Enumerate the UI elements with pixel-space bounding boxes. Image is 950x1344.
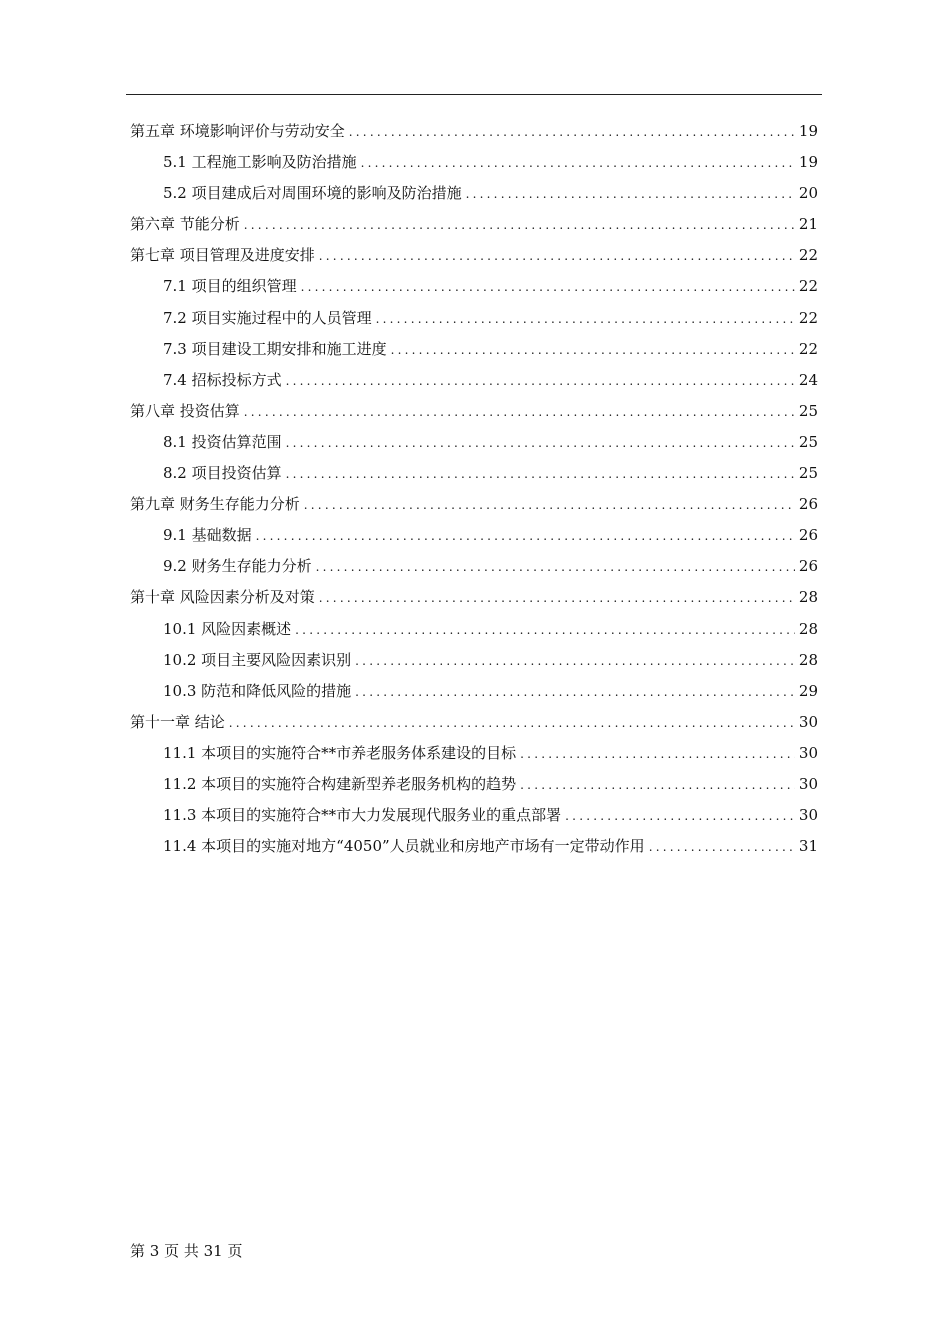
toc-entry-title: 8.2 项目投资估算	[163, 464, 282, 483]
toc-entry-chapter-7[interactable]	[130, 240, 818, 271]
dot-leader	[361, 148, 795, 179]
toc-entry-7-4[interactable]	[130, 365, 818, 396]
toc-entry-page: 30	[798, 806, 818, 825]
toc-entry-title: 第六章 节能分析	[130, 215, 240, 234]
toc-entry-chapter-8[interactable]	[130, 396, 818, 427]
toc-entry-title: 第八章 投资估算	[130, 401, 240, 420]
toc-entry-page: 31	[798, 837, 818, 856]
dot-leader	[319, 583, 795, 614]
toc-entry-page: 30	[798, 743, 818, 762]
toc-entry-page: 21	[798, 215, 818, 234]
toc-entry-page: 22	[798, 339, 818, 358]
toc-entry-7-1[interactable]	[130, 271, 818, 302]
toc-entry-title: 9.2 财务生存能力分析	[163, 557, 312, 576]
dot-leader	[244, 210, 795, 241]
dot-leader	[520, 770, 795, 801]
toc-entry-title: 第十章 风险因素分析及对策	[130, 588, 315, 607]
toc-entry-page: 26	[798, 557, 818, 576]
toc-entry-page: 28	[798, 588, 818, 607]
toc-entry-title: 5.1 工程施工影响及防治措施	[163, 153, 357, 172]
dot-leader	[286, 459, 795, 490]
toc-entry-chapter-5[interactable]	[130, 116, 818, 147]
toc-entry-page: 22	[798, 308, 818, 327]
toc-entry-page: 25	[798, 432, 818, 451]
toc-entry-page: 28	[798, 619, 818, 638]
toc-entry-page: 29	[798, 681, 818, 700]
toc-entry-title: 11.1 本项目的实施符合**市养老服务体系建设的目标	[163, 743, 517, 762]
toc-entry-9-2[interactable]	[130, 551, 818, 582]
toc-entry-7-2[interactable]	[130, 303, 818, 334]
dot-leader	[466, 179, 795, 210]
dot-leader	[286, 428, 795, 459]
toc-entry-11-1[interactable]	[130, 738, 818, 769]
toc-entry-page: 22	[798, 277, 818, 296]
toc-entry-page: 25	[798, 464, 818, 483]
dot-leader	[286, 366, 795, 397]
toc-entry-page: 22	[798, 246, 818, 265]
toc-entry-11-3[interactable]	[130, 800, 818, 831]
toc-entry-chapter-11[interactable]	[130, 707, 818, 738]
toc-entry-page: 19	[798, 153, 818, 172]
toc-entry-page: 30	[798, 712, 818, 731]
toc-entry-page: 26	[798, 526, 818, 545]
toc-entry-title: 5.2 项目建成后对周围环境的影响及防治措施	[163, 184, 462, 203]
dot-leader	[649, 832, 795, 863]
toc-entry-title: 9.1 基础数据	[163, 526, 252, 545]
header-rule	[126, 94, 822, 95]
dot-leader	[349, 117, 795, 148]
toc-entry-title: 7.4 招标投标方式	[163, 370, 282, 389]
toc-entry-5-2[interactable]	[130, 178, 818, 209]
toc-entry-title: 第十一章 结论	[130, 712, 225, 731]
dot-leader	[244, 397, 795, 428]
toc-entry-10-3[interactable]	[130, 676, 818, 707]
dot-leader	[316, 552, 795, 583]
toc-entry-title: 7.1 项目的组织管理	[163, 277, 297, 296]
toc-entry-page: 28	[798, 650, 818, 669]
dot-leader	[355, 646, 795, 677]
toc-entry-page: 24	[798, 370, 818, 389]
dot-leader	[520, 739, 795, 770]
toc-entry-10-1[interactable]	[130, 614, 818, 645]
toc-entry-title: 7.2 项目实施过程中的人员管理	[163, 308, 372, 327]
toc-entry-page: 25	[798, 401, 818, 420]
toc-entry-9-1[interactable]	[130, 520, 818, 551]
toc-entry-11-4[interactable]	[130, 831, 818, 862]
toc-entry-chapter-9[interactable]	[130, 489, 818, 520]
dot-leader	[304, 490, 795, 521]
toc-entry-title: 10.3 防范和降低风险的措施	[163, 681, 352, 700]
dot-leader	[256, 521, 795, 552]
toc-entry-title: 第七章 项目管理及进度安排	[130, 246, 315, 265]
toc-entry-title: 11.3 本项目的实施符合**市大力发展现代服务业的重点部署	[163, 806, 562, 825]
toc-entry-title: 11.4 本项目的实施对地方“4050”人员就业和房地产市场有一定带动作用	[163, 837, 645, 856]
page-footer	[130, 1240, 242, 1261]
dot-leader	[319, 241, 795, 272]
toc-entry-page: 19	[798, 122, 818, 140]
dot-leader	[355, 677, 795, 708]
dot-leader	[565, 801, 795, 832]
dot-leader	[295, 615, 795, 646]
toc-entry-10-2[interactable]	[130, 645, 818, 676]
table-of-contents	[130, 116, 818, 862]
dot-leader	[301, 272, 795, 303]
dot-leader	[229, 708, 795, 739]
toc-entry-title: 8.1 投资估算范围	[163, 432, 282, 451]
toc-entry-page: 26	[798, 495, 818, 514]
toc-entry-title: 第五章 环境影响评价与劳动安全	[130, 122, 345, 140]
toc-entry-title: 10.2 项目主要风险因素识别	[163, 650, 352, 669]
toc-entry-5-1[interactable]	[130, 147, 818, 178]
dot-leader	[391, 335, 795, 366]
toc-entry-chapter-10[interactable]	[130, 582, 818, 613]
toc-entry-8-2[interactable]	[130, 458, 818, 489]
toc-entry-chapter-6[interactable]	[130, 209, 818, 240]
page-number-label: 第 3 页 共 31 页	[130, 1242, 243, 1260]
toc-entry-page: 20	[798, 184, 818, 203]
toc-entry-title: 7.3 项目建设工期安排和施工进度	[163, 339, 387, 358]
toc-entry-title: 第九章 财务生存能力分析	[130, 495, 300, 514]
toc-entry-title: 11.2 本项目的实施符合构建新型养老服务机构的趋势	[163, 774, 517, 793]
dot-leader	[376, 304, 795, 335]
toc-entry-11-2[interactable]	[130, 769, 818, 800]
toc-entry-title: 10.1 风险因素概述	[163, 619, 292, 638]
toc-entry-8-1[interactable]	[130, 427, 818, 458]
toc-entry-page: 30	[798, 774, 818, 793]
toc-entry-7-3[interactable]	[130, 334, 818, 365]
